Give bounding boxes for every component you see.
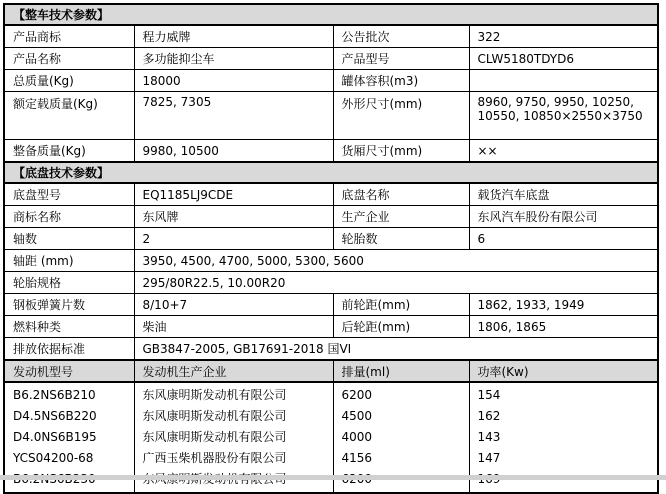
section-title: 【底盘技术参数】	[4, 162, 658, 183]
spec-row	[4, 294, 658, 316]
spec-value-cell: 1806, 1865	[469, 316, 658, 338]
engine-displacement-value: 6200	[341, 388, 373, 402]
spec-row	[4, 183, 658, 206]
engine-column-header: 发动机生产企业	[134, 360, 333, 382]
spec-row	[4, 140, 658, 163]
spec-value-cell: ××	[469, 140, 658, 163]
spec-value-cell: EQ1185LJ9CDE	[134, 183, 333, 206]
spec-label-cell: 产品商标	[4, 25, 134, 48]
engine-manufacturer-value: 东风康明斯发动机有限公司	[142, 430, 287, 444]
spec-row	[4, 338, 658, 361]
spec-value-cell: 程力威牌	[134, 25, 333, 48]
spec-label-cell: 轴数	[4, 228, 134, 250]
spec-value-cell: 1862, 1933, 1949	[469, 294, 658, 316]
engine-manufacturer-value: 广西玉柴机器股份有限公司	[142, 451, 287, 465]
spec-label-cell: 钢板弹簧片数	[4, 294, 134, 316]
engine-column-header: 发动机型号	[4, 360, 134, 382]
spec-row	[4, 272, 658, 294]
spec-value-cell: 18000	[134, 70, 333, 92]
engine-manufacturer-value: 东风康明斯发动机有限公司	[142, 409, 287, 423]
spec-value-cell: 多功能抑尘车	[134, 48, 333, 70]
spec-label-cell: 额定载质量(Kg)	[4, 92, 134, 140]
spec-value-cell	[469, 70, 658, 92]
spec-row	[4, 70, 658, 92]
spec-value-cell: 2	[134, 228, 333, 250]
spec-label-cell: 轮胎数	[333, 228, 469, 250]
spec-label-cell: 生产企业	[333, 206, 469, 228]
spec-value-cell: 载货汽车底盘	[469, 183, 658, 206]
engine-power-value: 147	[477, 451, 501, 465]
engine-model-value: D4.5NS6B220	[13, 409, 97, 423]
spec-label-cell: 前轮距(mm)	[333, 294, 469, 316]
engine-displacement-value: 4500	[341, 409, 373, 423]
spec-row	[4, 25, 658, 48]
spec-row	[4, 316, 658, 338]
section-header-row	[4, 162, 658, 183]
spec-value-cell: 东风汽车股份有限公司	[469, 206, 658, 228]
spec-value-cell: 3950, 4500, 4700, 5000, 5300, 5600	[134, 250, 658, 272]
spec-label-cell: 轴距 (mm)	[4, 250, 134, 272]
engine-displacement-value: 4156	[341, 451, 373, 465]
spec-label-cell: 整备质量(Kg)	[4, 140, 134, 163]
spec-label-cell: 底盘型号	[4, 183, 134, 206]
engine-power-value: 154	[477, 388, 501, 402]
spec-label-cell: 商标名称	[4, 206, 134, 228]
section-title: 【整车技术参数】	[4, 4, 658, 25]
spec-label-cell: 产品名称	[4, 48, 134, 70]
bottom-strip	[0, 475, 666, 480]
spec-table	[3, 3, 659, 494]
spec-label-cell: 外形尺寸(mm)	[333, 92, 469, 140]
spec-table-body	[4, 4, 658, 493]
spec-value-cell: 8/10+7	[134, 294, 333, 316]
spec-label-cell: 燃料种类	[4, 316, 134, 338]
spec-label-cell: 公告批次	[333, 25, 469, 48]
spec-label-cell: 排放依据标准	[4, 338, 134, 361]
spec-value-cell: 295/80R22.5, 10.00R20	[134, 272, 658, 294]
spec-row	[4, 206, 658, 228]
spec-label-cell: 后轮距(mm)	[333, 316, 469, 338]
engine-power-value: 143	[477, 430, 501, 444]
engine-model-value: B6.2NS6B210	[13, 388, 96, 402]
spec-value-cell: GB3847-2005, GB17691-2018 国VI	[134, 338, 658, 361]
spec-label-cell: 总质量(Kg)	[4, 70, 134, 92]
spec-label-cell: 罐体容积(m3)	[333, 70, 469, 92]
spec-value-cell: 7825, 7305	[134, 92, 333, 140]
spec-label-cell: 底盘名称	[333, 183, 469, 206]
spec-label-cell: 轮胎规格	[4, 272, 134, 294]
spec-row	[4, 48, 658, 70]
spec-value-cell: 6	[469, 228, 658, 250]
spec-value-cell: 东风牌	[134, 206, 333, 228]
engine-model-value: YCS04200-68	[13, 451, 94, 465]
spec-value-cell: 9980, 10500	[134, 140, 333, 163]
engine-header-row	[4, 360, 658, 382]
engine-power-value: 162	[477, 409, 501, 423]
spec-row	[4, 92, 658, 140]
spec-page	[0, 3, 666, 480]
spec-label-cell: 货厢尺寸(mm)	[333, 140, 469, 163]
engine-column-header: 功率(Kw)	[469, 360, 658, 382]
engine-displacement-value: 4000	[341, 430, 373, 444]
spec-value-cell: 柴油	[134, 316, 333, 338]
engine-manufacturer-value: 东风康明斯发动机有限公司	[142, 388, 287, 402]
section-header-row	[4, 4, 658, 25]
spec-row	[4, 250, 658, 272]
spec-row	[4, 228, 658, 250]
spec-value-cell: 8960, 9750, 9950, 10250, 10550, 10850×2550×3750	[469, 92, 658, 140]
spec-value-cell: 322	[469, 25, 658, 48]
spec-value-cell: CLW5180TDYD6	[469, 48, 658, 70]
engine-model-value: D4.0NS6B195	[13, 430, 97, 444]
engine-column-header: 排量(ml)	[333, 360, 469, 382]
spec-label-cell: 产品型号	[333, 48, 469, 70]
